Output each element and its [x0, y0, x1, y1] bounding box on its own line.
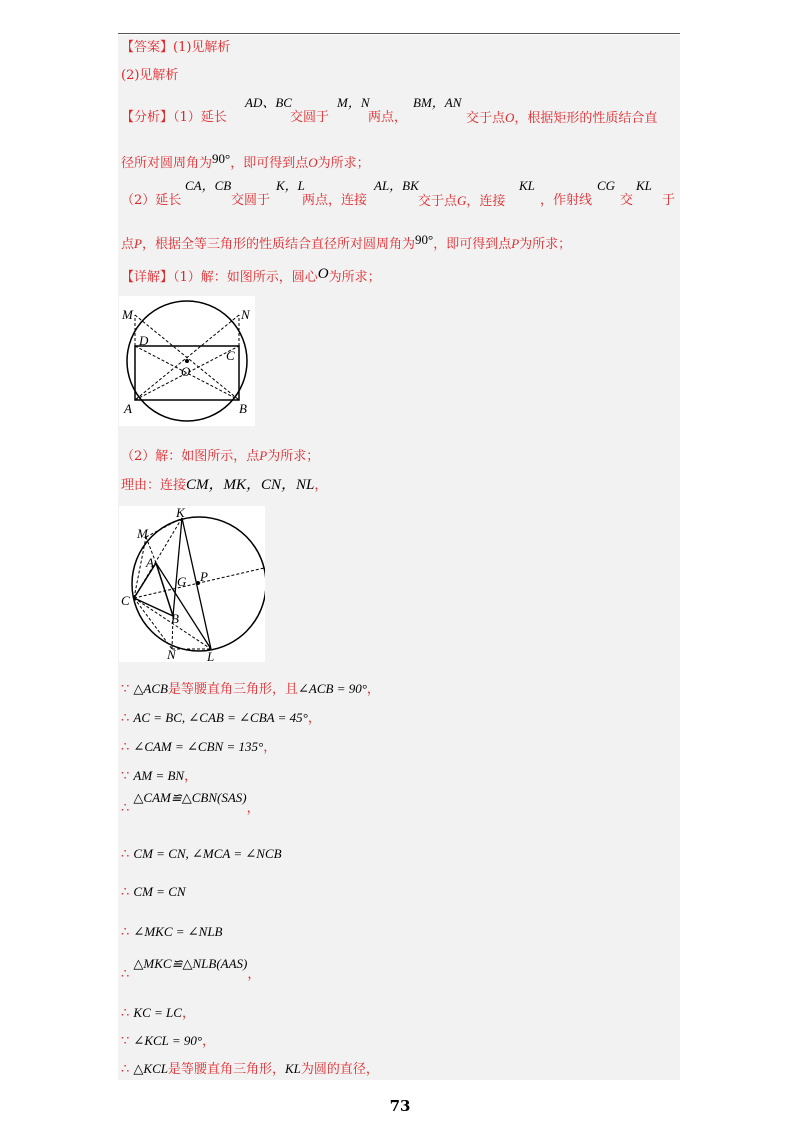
proof-math: ∠ACB = 90° [298, 681, 367, 696]
math-m-n: M，N [337, 95, 370, 110]
math-g: G [457, 193, 467, 208]
analysis-text: 交圆于 [290, 110, 330, 125]
analysis-text: ，根据全等三角形的性质结合直径所对圆周角为 [141, 237, 415, 252]
math-bm-an: BM，AN [413, 95, 462, 110]
detail-text: 为所求； [267, 449, 320, 464]
math-k-l: K，L [276, 178, 305, 193]
therefore-symbol: ∴ [121, 740, 130, 755]
detail-line-3 [121, 476, 327, 494]
proof-math: KL [285, 1061, 301, 1076]
proof-line [121, 1061, 379, 1078]
detail-line-2 [121, 448, 319, 465]
proof-math: KC = LC [133, 1005, 182, 1020]
page-number: 73 [389, 1097, 411, 1115]
math-cm-mk-cn-nl: CM，MK，CN，NL [186, 477, 315, 493]
analysis-line-2 [121, 151, 370, 172]
math-cg: CG [597, 178, 616, 193]
math-o: O [317, 266, 329, 282]
label-a: A [146, 555, 154, 570]
math-ad-bc: AD、BC [245, 95, 292, 110]
label-n: N [167, 647, 176, 662]
because-symbol: ∵ [121, 1034, 130, 1049]
detail-text: （2）解：如图所示，点 [121, 449, 260, 464]
math-90deg: 90° [414, 232, 434, 247]
label-b: B [239, 401, 247, 416]
therefore-symbol: ∴ [121, 847, 130, 862]
proof-line [121, 846, 282, 863]
analysis-text: 为所求； [317, 156, 370, 171]
analysis-line-3-mid [418, 193, 505, 210]
proof-line [121, 790, 260, 817]
label-p: P [200, 569, 208, 584]
label-a: A [124, 401, 132, 416]
figure-1-rectangle-circle [119, 296, 255, 426]
proof-end: ， [263, 740, 277, 755]
math-kl: KL [519, 178, 535, 193]
header-rule [118, 33, 680, 34]
detail-text: （1）解：如图所示，圆心 [173, 270, 318, 285]
proof-math: △CAM≌△CBN(SAS) [133, 790, 247, 805]
answer-line-2: (2)见解析 [121, 68, 179, 83]
answer-line-1 [121, 40, 230, 56]
analysis-text: 两点，连接 [302, 193, 368, 208]
analysis-text: ，连接 [466, 194, 506, 209]
analysis-line-1-end [466, 110, 657, 127]
proof-end: ， [246, 801, 260, 816]
proof-line [121, 1033, 215, 1050]
label-n: N [241, 307, 250, 322]
because-symbol: ∵ [121, 682, 130, 697]
label-d: D [139, 333, 149, 348]
proof-math: △MKC≌△NLB(AAS) [133, 956, 248, 971]
analysis-text: 点 [121, 237, 135, 252]
proof-end: ， [366, 682, 380, 697]
math-90deg: 90° [212, 151, 231, 166]
label-b: B [171, 611, 179, 626]
proof-math: △KCL [133, 1061, 168, 1076]
answer-label: 【答案】 [121, 40, 174, 55]
analysis-text: （2）延长 [121, 193, 182, 208]
math-ca-cb: CA，CB [185, 178, 232, 193]
label-m: M [137, 526, 148, 541]
proof-end: ， [184, 769, 198, 784]
therefore-symbol: ∴ [121, 885, 130, 900]
math-p: P [134, 236, 142, 251]
proof-line [121, 956, 261, 983]
proof-line [121, 884, 186, 901]
therefore-symbol: ∴ [121, 711, 130, 726]
math-p: P [511, 236, 520, 251]
math-o: O [505, 110, 515, 125]
proof-text: 是等腰直角三角形，且 [167, 682, 298, 697]
analysis-line-4 [121, 232, 572, 253]
math-kl: KL [636, 178, 652, 193]
math-o: O [308, 155, 318, 170]
label-g: G [177, 574, 187, 589]
analysis-text: 为所求； [519, 237, 572, 252]
proof-end: ， [247, 967, 261, 982]
therefore-symbol: ∴ [121, 1006, 130, 1021]
therefore-symbol: ∴ [121, 801, 130, 816]
proof-end: ， [307, 711, 321, 726]
proof-math-arcs: CM = CN [133, 884, 186, 899]
detail-label: 【详解】 [121, 270, 174, 285]
analysis-text: 交圆于 [231, 193, 271, 208]
label-c: C [226, 348, 235, 363]
math-p: P [259, 448, 268, 463]
label-l: L [207, 649, 215, 662]
answer-part1: (1)见解析 [173, 40, 231, 55]
analysis-text: （1）延长 [173, 110, 227, 125]
figure-2-circle-triangles [119, 506, 265, 662]
analysis-text: 交于点 [418, 194, 458, 209]
analysis-line-1 [121, 110, 227, 126]
detail-line-1 [121, 268, 381, 286]
label-m: M [122, 307, 133, 322]
analysis-text: 两点， [368, 110, 408, 125]
proof-line [121, 739, 276, 756]
proof-end: 为圆的直径， [300, 1062, 379, 1077]
detail-text: ， [314, 478, 328, 493]
analysis-text: ，作射线 [540, 193, 593, 208]
therefore-symbol: ∴ [121, 967, 130, 982]
detail-text: 为所求； [328, 270, 381, 285]
analysis-text: 交 [620, 193, 634, 208]
proof-math: AM = BN [133, 768, 185, 783]
label-c: C [121, 593, 130, 608]
proof-line [121, 1005, 195, 1022]
because-symbol: ∵ [121, 769, 130, 784]
analysis-text: 径所对圆周角为 [121, 156, 213, 171]
math-al-bk: AL，BK [374, 178, 419, 193]
detail-text: 理由：连接 [121, 478, 187, 493]
therefore-symbol: ∴ [121, 1062, 130, 1077]
proof-math: △ACB [133, 681, 168, 696]
analysis-text: 交于点 [466, 111, 506, 126]
proof-end: ， [202, 1034, 216, 1049]
proof-line [121, 768, 197, 785]
proof-line [121, 924, 223, 941]
analysis-label: 【分析】 [121, 110, 174, 125]
label-k: K [176, 506, 185, 520]
analysis-text: ，根据矩形的性质结合直 [514, 111, 658, 126]
proof-text: 是等腰直角三角形， [168, 1062, 286, 1077]
proof-math: ∠KCL = 90° [133, 1033, 203, 1048]
proof-line [121, 710, 321, 727]
label-o: O [181, 364, 191, 379]
analysis-text: ，即可得到点 [230, 156, 309, 171]
proof-math: CM = CN, ∠MCA = ∠NCB [133, 846, 282, 861]
proof-end: ， [181, 1006, 195, 1021]
analysis-text: ，即可得到点 [433, 237, 512, 252]
therefore-symbol: ∴ [121, 925, 130, 940]
proof-line [121, 681, 380, 698]
proof-math: ∠CAM = ∠CBN = 135° [133, 739, 264, 754]
proof-math: AC = BC, ∠CAB = ∠CBA = 45° [133, 710, 308, 725]
proof-math: ∠MKC = ∠NLB [133, 924, 223, 939]
analysis-text: 于 [662, 193, 676, 208]
